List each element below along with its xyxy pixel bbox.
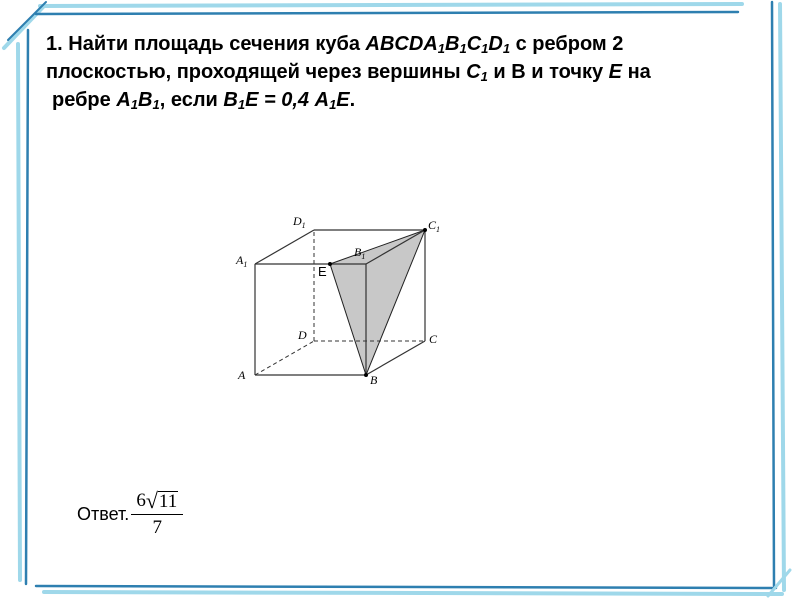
problem-line-2 xyxy=(46,58,746,86)
frame-left-outer-2 xyxy=(18,44,20,580)
problem-number: 1. xyxy=(46,33,63,55)
cube-figure xyxy=(230,205,460,390)
problem-text: ребре xyxy=(52,89,111,111)
coefficient: 0,4 xyxy=(281,89,310,111)
cube-name: $ABCDA_1B_1C_1D_1$ xyxy=(365,33,511,56)
label-a: A xyxy=(238,368,246,382)
frame-top-outer xyxy=(40,4,742,6)
condition-right: $A_1E$ xyxy=(314,89,350,112)
frame-left-inner xyxy=(26,30,28,584)
point-b-dot xyxy=(364,373,368,377)
period: . xyxy=(349,89,356,111)
problem-text: на xyxy=(627,61,651,83)
problem-statement xyxy=(46,30,746,114)
point-c1-dot xyxy=(423,228,427,232)
label-a1: $A_1$ xyxy=(236,253,248,269)
label-c1: $C_1$ xyxy=(428,218,441,234)
edge-a1b1: $A_1B_1$ xyxy=(116,89,160,112)
edge-ad-hidden xyxy=(255,341,314,375)
numerator-coefficient: 6 xyxy=(136,489,146,511)
label-b1: $B_1$ xyxy=(354,245,366,261)
frame-right-outer xyxy=(780,4,784,590)
label-d1: $D_1$ xyxy=(293,214,306,230)
frame-bottom-outer xyxy=(44,592,782,594)
vertex-c1: $C_1$ xyxy=(466,61,488,84)
point-e-dot xyxy=(328,262,332,266)
problem-text: Найти площадь сечения куба xyxy=(68,33,360,55)
problem-line-1 xyxy=(46,30,746,58)
label-b: B xyxy=(370,373,378,387)
problem-text: и B и точку xyxy=(493,61,604,83)
frame-bottom-inner xyxy=(36,586,776,588)
square-root xyxy=(145,487,178,513)
answer-label: Ответ. xyxy=(77,503,130,524)
frame-left-outer xyxy=(4,6,44,48)
section-triangle xyxy=(330,230,425,375)
radical-sign-icon: √ xyxy=(145,487,158,513)
edge-d1a1 xyxy=(255,230,314,264)
condition-left: $B_1E$ xyxy=(223,89,259,112)
equals-sign: = xyxy=(263,89,276,111)
fraction-numerator xyxy=(132,487,182,514)
label-e: E xyxy=(318,264,327,279)
problem-text-tail: с ребром 2 xyxy=(515,33,624,55)
problem-text: плоскостью, проходящей через вершины xyxy=(46,61,461,83)
problem-text: , если xyxy=(159,89,218,111)
fraction-denominator: 7 xyxy=(152,516,163,538)
label-c: C xyxy=(429,332,438,346)
frame-right-inner xyxy=(772,2,774,586)
point-e: E xyxy=(608,61,623,83)
frame-top-inner xyxy=(36,12,738,14)
label-d: D xyxy=(298,328,307,342)
answer xyxy=(77,484,183,544)
radicand: 11 xyxy=(158,490,178,512)
answer-fraction xyxy=(131,487,183,539)
problem-line-3 xyxy=(46,86,746,114)
